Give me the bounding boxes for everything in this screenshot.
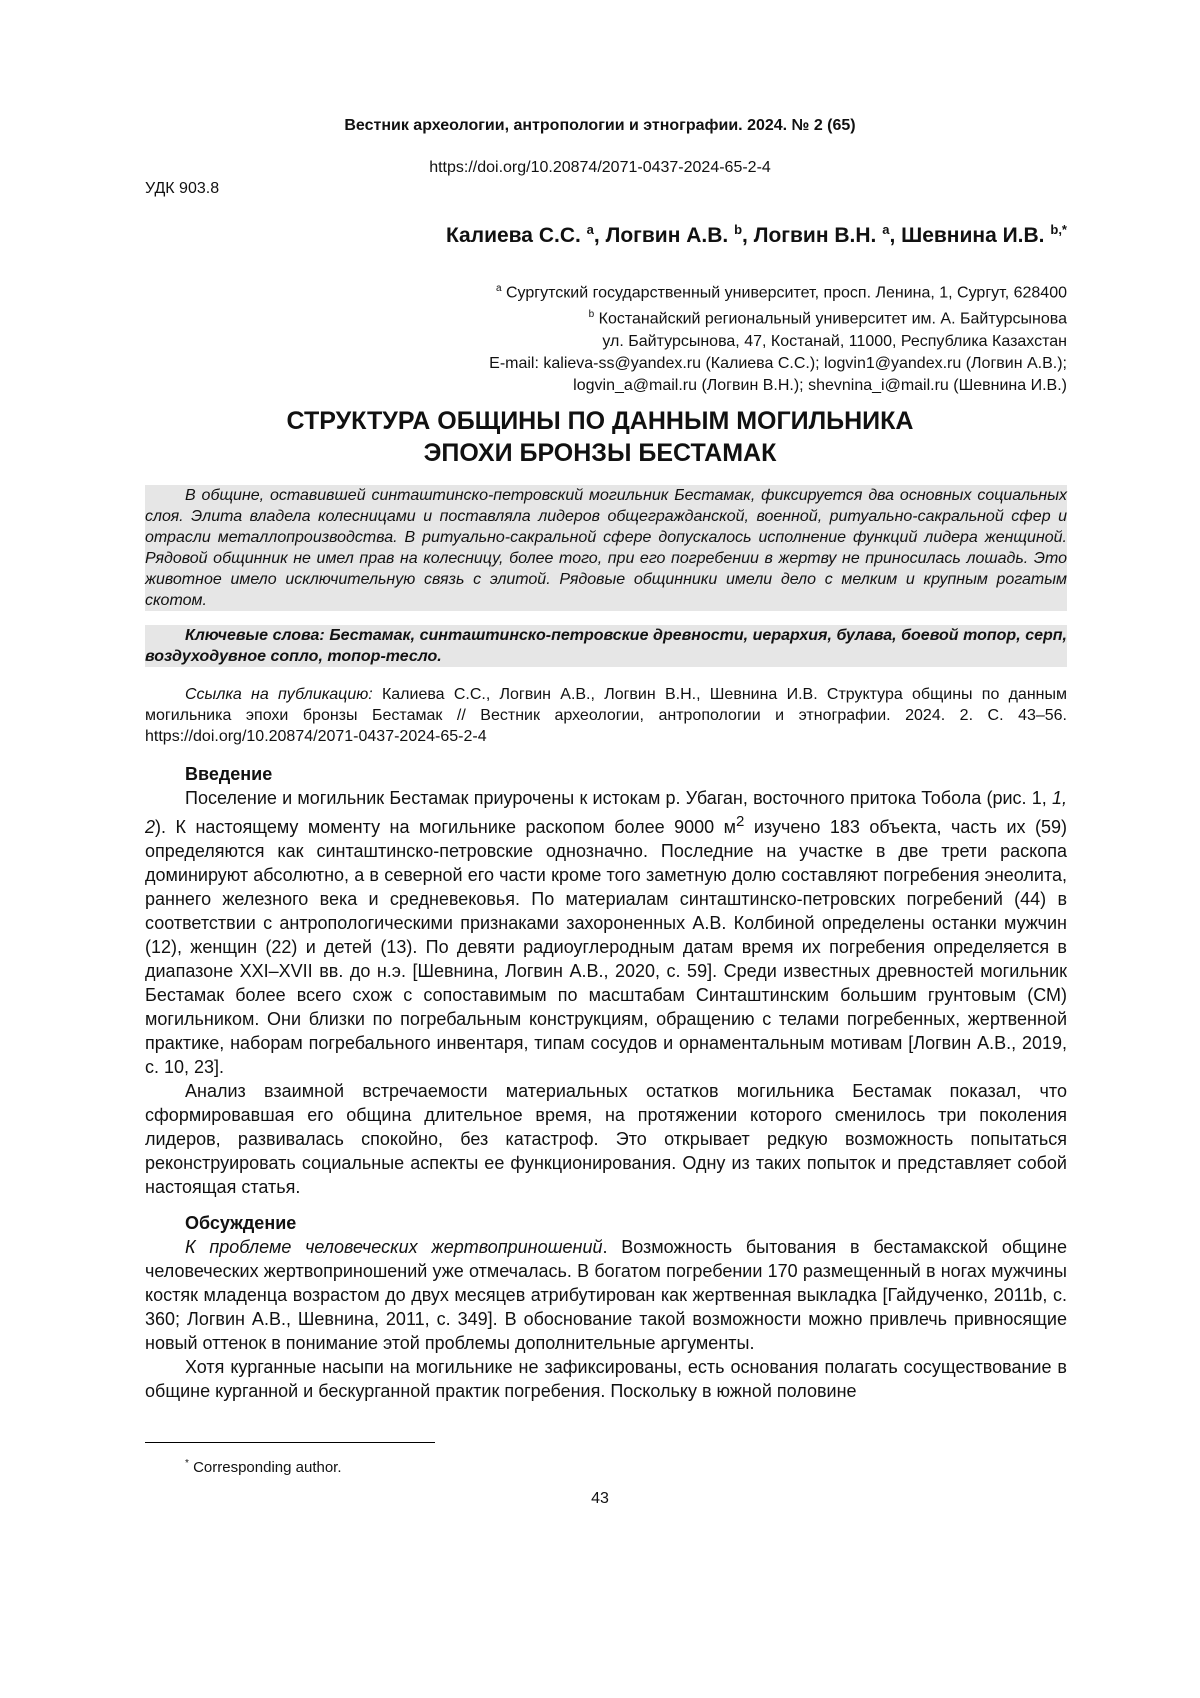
paragraph: К проблеме человеческих жертвоприношений. Возможность бытования в бестамакской общине человеческих жертвоприношений уже отмечалась. В богатом погребении 170 размещенный в ногах мужчины костяк младенца возрастом до двух месяцев атрибутирован как жертвенная выкладка [Гайдученко, 2011b, с. 360; Логвин А.В., Шевнина, 2011, с. 349]. В обоснование такой возможности можно привлечь привносящие новый оттенок в понимание этой проблемы дополнительные аргументы. bbox=[145, 1237, 1067, 1353]
article-title: СТРУКТУРА ОБЩИНЫ ПО ДАННЫМ МОГИЛЬНИКА ЭПОХИ БРОНЗЫ БЕСТАМАК bbox=[286, 407, 914, 467]
email-line: E-mail: kalieva-ss@yandex.ru (Калиева С.С.); logvin1@yandex.ru (Логвин А.В.); bbox=[489, 354, 1067, 372]
author-name: Логвин А.В. bbox=[605, 224, 729, 247]
affiliations bbox=[247, 278, 1067, 397]
footnote-divider bbox=[145, 1442, 435, 1443]
affiliation-b: $^b$ Костанайский региональный университет им. А. Байтурсынова bbox=[588, 309, 1067, 328]
footnote: * Corresponding author. bbox=[185, 1458, 342, 1476]
journal-header: Вестник археологии, антропологии и этнографии. 2024. № 2 (65) bbox=[344, 117, 856, 134]
page-number: 43 bbox=[591, 1490, 609, 1507]
affiliation-b-address: ул. Байтурсынова, 47, Костанай, 11000, Республика Казахстан bbox=[602, 332, 1067, 350]
paragraph: Анализ взаимной встречаемости материальных остатков могильника Бестамак показал, что сформировавшая его община длительное время, на протяжении которого сменилось три поколения лидеров, развивалась спокойно, без катастроф. Это открывает редкую возможность попытаться реконструировать социальные аспекты ее функционирования. Одну из таких попыток и представляет собой настоящая статья. bbox=[145, 1081, 1067, 1197]
author-affiliation-mark: a bbox=[882, 222, 890, 237]
section-heading-introduction: Введение bbox=[185, 764, 273, 784]
abstract: В общине, оставившей синташтинско-петровский могильник Бестамак, фиксируется два основных социальных слоя. Элита владела колесницами и поставляла лидеров общегражданской, военной, ритуально-сакральной сфер и отрасли металлопроизводства. В ритуально-сакральной сфере допускалось исполнение функций лидера женщиной. Рядовой общинник не имел прав на колесницу, более того, при его погребении в жертву не приносилась лошадь. Это животное имело исключительную связь с элитой. Рядовые общинники имели дело с мелким и крупным рогатым скотом. bbox=[145, 487, 1067, 609]
author-name: Шевнина И.В. bbox=[901, 224, 1045, 247]
email-line: logvin_a@mail.ru (Логвин В.Н.); shevnina_i@mail.ru (Шевнина И.В.) bbox=[573, 376, 1067, 394]
doi-link[interactable]: https://doi.org/10.20874/2071-0437-2024-65-2-4 bbox=[429, 159, 771, 176]
article-body bbox=[145, 762, 1067, 1403]
author-name: Логвин В.Н. bbox=[753, 224, 877, 247]
author-list: Калиева С.С. $^a$, Логвин А.В. $^b$, Логвин В.Н. $^a$, Шевнина И.В. $^{b,*}$ bbox=[445, 222, 1067, 247]
citation-label: Ссылка на публикацию: bbox=[185, 686, 373, 703]
udk-code: УДК 903.8 bbox=[145, 180, 220, 197]
author-affiliation-mark: b bbox=[734, 222, 743, 237]
affiliation-a: $^a$ Сургутский государственный университет, просп. Ленина, 1, Сургут, 628400 bbox=[495, 283, 1067, 302]
section-heading-discussion: Обсуждение bbox=[185, 1213, 297, 1233]
author-name: Калиева С.С. bbox=[445, 224, 581, 247]
citation: Ссылка на публикацию: Калиева С.С., Логвин А.В., Логвин В.Н., Шевнина И.В. Структура общины по данным могильника эпохи бронзы Бестамак // Вестник археологии, антропологии и этнографии. 2024. 2. С. 43–56. https://doi.org/10.20874/2071-0437-2024-65-2-4 bbox=[145, 686, 1067, 745]
author-affiliation-mark: b,* bbox=[1050, 222, 1067, 237]
author-affiliation-mark: a bbox=[586, 222, 594, 237]
keywords: Ключевые слова: Бестамак, синташтинско-петровские древности, иерархия, булава, боевой топор, серп, воздуходувное сопло, топор-тесло. bbox=[145, 627, 1067, 665]
paragraph: Поселение и могильник Бестамак приурочены к истокам р. Убаган, восточного притока Тобола (рис. 1, 1, 2). К настоящему моменту на могильнике раскопом более 9000 $м^2$ изучено 183 объекта, часть их (59) определяются как синташтинско-петровские однозначно. Последние на участке в две трети раскопа доминируют абсолютно, а в северной его части кроме того заметную долю составляют погребения энеолита, раннего железного века и средневековья. По материалам синташтинско-петровских погребений (44) в соответствии с антропологическими признаками захороненных А.В. Колбиной определены останки мужчин (12), женщин (22) и детей (13). По девяти радиоуглеродным датам время их погребения определяется в диапазоне XXI–XVII вв. до н.э. [Шевнина, Логвин А.В., 2020, с. 59]. Среди известных древностей могильник Бестамак более всего схож с сопоставимым по масштабам Синташтинским большим грунтовым (СМ) могильником. Они близки по погребальным конструкциям, обращению с телами погребенных, жертвенной практике, наборам погребального инвентаря, типам сосудов и орнаментальным мотивам [Логвин А.В., 2019, с. 10, 23]. bbox=[145, 788, 1067, 1077]
paragraph: Хотя курганные насыпи на могильнике не зафиксированы, есть основания полагать сосуществование в общине курганной и бескурганной практик погребения. Поскольку в южной половине bbox=[145, 1357, 1067, 1401]
